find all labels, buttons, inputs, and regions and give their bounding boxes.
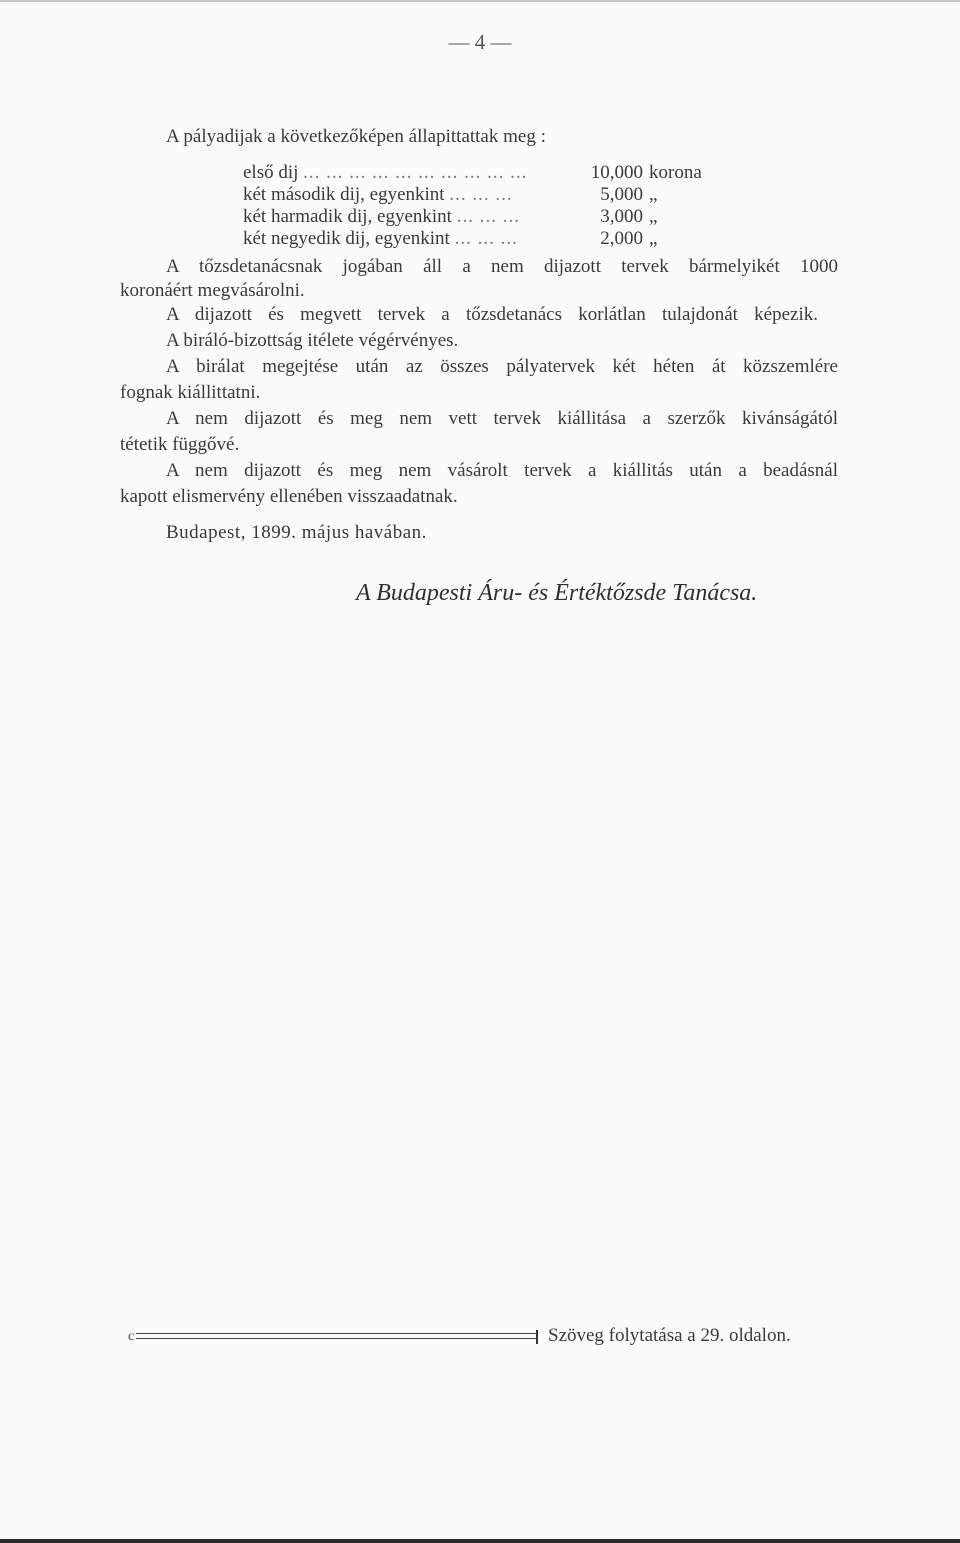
continuation-rule: [128, 1330, 538, 1344]
body-line: A dijazott és megvett tervek a tőzsdetanács korlátlan tulajdonát képezik.: [166, 304, 818, 325]
prize-label: két negyedik dij, egyenkint ... ... ...: [243, 228, 518, 249]
prize-label: két harmadik dij, egyenkint ... ... ...: [243, 206, 520, 227]
body-line: A birálat megejtése után az összes pályatervek két héten át közszemlére: [166, 356, 838, 377]
prize-row: [243, 162, 723, 184]
body-line: kapott elismervény ellenében visszaadatnak.: [120, 486, 458, 507]
body-line: fognak kiállittatni.: [120, 382, 261, 403]
prize-unit: „: [649, 228, 658, 249]
signature: A Budapesti Áru- és Értéktőzsde Tanácsa.: [356, 580, 758, 606]
rule-line: [136, 1333, 536, 1334]
rule-end-mark: [536, 1330, 538, 1344]
continuation-note: Szöveg folytatása a 29. oldalon.: [548, 1325, 791, 1346]
date-line: Budapest, 1899. május havában.: [166, 522, 427, 543]
prize-amount: 3,000: [600, 206, 643, 227]
prize-list: [243, 162, 723, 250]
rule-line: [136, 1338, 536, 1339]
body-line: A biráló-bizottság itélete végérvényes.: [166, 330, 459, 351]
prize-amount: 10,000: [590, 162, 643, 183]
body-line: A nem dijazott és meg nem vett tervek kiállitása a szerzők kivánságától: [166, 408, 838, 429]
prize-label: első dij ... ... ... ... ... ... ... ... ... ...: [243, 162, 528, 183]
bottom-border-bar: [0, 1539, 960, 1543]
intro-line: A pályadijak a következőképen állapittattak meg :: [166, 126, 546, 147]
rule-hook-icon: c: [128, 1329, 135, 1344]
prize-unit: „: [649, 184, 658, 205]
body-line: koronáért megvásárolni.: [120, 280, 305, 301]
prize-row: [243, 184, 723, 206]
prize-unit: „: [649, 206, 658, 227]
prize-amount: 2,000: [600, 228, 643, 249]
prize-row: [243, 228, 723, 250]
top-border-line: [0, 0, 960, 2]
page-number: — 4 —: [448, 30, 512, 54]
prize-amount: 5,000: [600, 184, 643, 205]
body-line: A tőzsdetanácsnak jogában áll a nem dijazott tervek bármelyikét 1000: [166, 256, 838, 277]
body-line: A nem dijazott és meg nem vásárolt tervek a kiállitás után a beadásnál: [166, 460, 838, 481]
prize-unit: korona: [649, 162, 702, 183]
prize-row: [243, 206, 723, 228]
body-line: tétetik függővé.: [120, 434, 240, 455]
prize-label: két második dij, egyenkint ... ... ...: [243, 184, 513, 205]
